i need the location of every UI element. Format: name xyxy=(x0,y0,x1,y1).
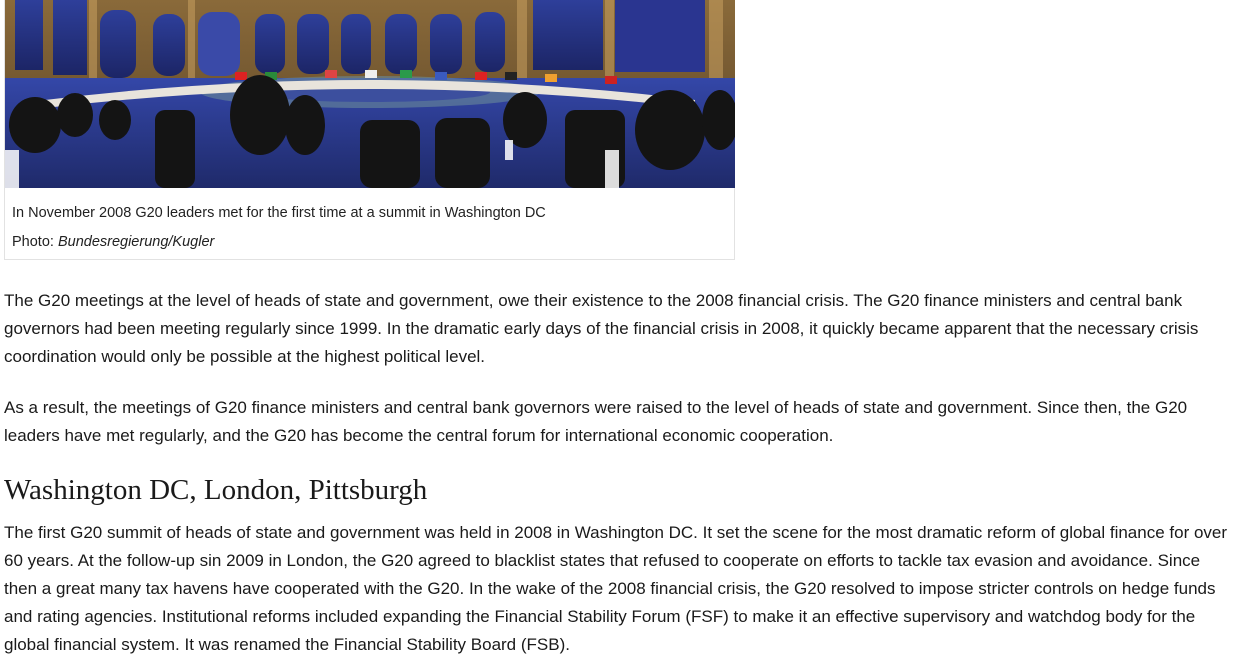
summit-photo-illustration xyxy=(5,0,735,188)
photo-credit xyxy=(12,232,214,252)
article-paragraph-2: As a result, the meetings of G20 finance ministers and central bank governors were raised to the level of heads of state and government. Since then, the G20 leaders have met regularly, and the G20 has become the central forum for international economic cooperation. xyxy=(4,398,1188,445)
article-paragraph-3: The first G20 summit of heads of state and government was held in 2008 in Washington DC. It set the scene for the most dramatic reform of global finance for over 60 years. At the follow-up sin 2009 in London, the G20 agreed to blacklist states that refused to cooperate on efforts to tackle tax evasion and avoidance. Since then a great many tax havens have cooperated with the G20. In the wake of the 2008 financial crisis, the G20 resolved to impose stricter controls on hedge funds and rating agencies. Institutional reforms included expanding the Financial Stability Forum (FSF) to make it an effective supervisory and watchdog body for the global financial system. It was renamed the Financial Stability Board (FSB). xyxy=(4,523,1228,654)
photo-caption: In November 2008 G20 leaders met for the first time at a summit in Washington DC xyxy=(12,205,546,221)
photo-figure xyxy=(4,0,735,260)
section-heading: Washington DC, London, Pittsburgh xyxy=(4,474,428,506)
article-paragraph-1: The G20 meetings at the level of heads of state and government, owe their existence to the 2008 financial crisis. The G20 finance ministers and central bank governors had been meeting regularly since 1999. In the dramatic early days of the financial crisis in 2008, it quickly became apparent that the necessary crisis coordination would only be possible at the highest political level. xyxy=(4,291,1199,366)
credit-source: Bundesregierung/Kugler xyxy=(57,234,215,250)
credit-prefix: Photo: xyxy=(12,234,58,250)
summit-photo xyxy=(5,0,735,188)
